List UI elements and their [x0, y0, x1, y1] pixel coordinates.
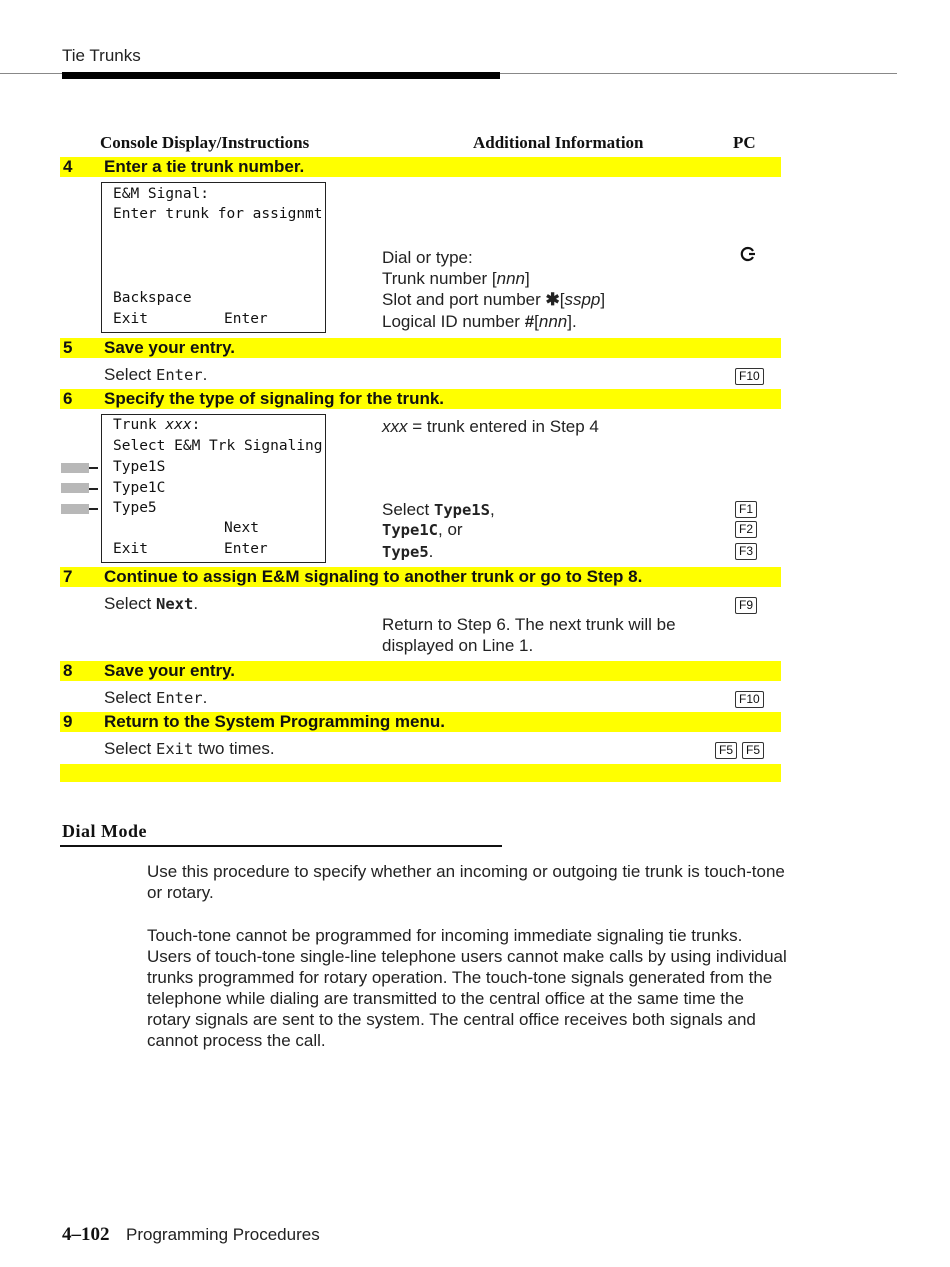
- paragraph-1: Use this procedure to specify whether an incoming or outgoing tie trunk is touch-tone or rotary.: [147, 862, 785, 902]
- header-bar: [62, 72, 500, 79]
- trunk-number-line: Trunk number [nnn]: [382, 269, 530, 288]
- f3-key: F3: [735, 542, 757, 560]
- section-title: Dial Mode: [62, 821, 147, 841]
- enter-softkey[interactable]: Enter: [224, 311, 268, 327]
- step-7-band: [60, 567, 781, 587]
- table-end-band: [60, 764, 781, 782]
- step-number: 4: [63, 157, 73, 176]
- step-8-band: [60, 661, 781, 681]
- console-display-trunk-entry: [101, 182, 326, 333]
- step-5-band: [60, 338, 781, 358]
- column-heading-pc: PC: [733, 133, 756, 152]
- type1c-option[interactable]: Type1C: [113, 480, 166, 496]
- exit-softkey[interactable]: Exit: [113, 311, 148, 327]
- page-number: 4–102: [62, 1224, 110, 1245]
- select-enter-instruction: Select Enter.: [104, 688, 208, 707]
- select-type5-line: Type5.: [382, 542, 434, 561]
- return-note-line-1: Return to Step 6. The next trunk will be: [382, 615, 676, 634]
- f5-key: F5: [742, 741, 764, 759]
- f2-key: F2: [735, 520, 757, 538]
- display-line-1: E&M Signal:: [113, 186, 210, 202]
- display-line-2: Enter trunk for assignmt: [113, 206, 323, 222]
- step-title: Enter a tie trunk number.: [104, 157, 305, 176]
- type1s-option[interactable]: Type1S: [113, 459, 166, 475]
- step-number: 8: [63, 661, 73, 680]
- xxx-note: xxx = trunk entered in Step 4: [382, 417, 599, 436]
- line-button-1[interactable]: [61, 463, 89, 473]
- section-rule: [60, 845, 502, 847]
- step-number: 6: [63, 389, 73, 408]
- f1-key: F1: [735, 500, 757, 518]
- select-type1s-line: Select Type1S,: [382, 500, 495, 519]
- step-6-band: [60, 389, 781, 409]
- step-number: 7: [63, 567, 73, 586]
- display-line-1: Trunk xxx:: [113, 417, 201, 433]
- column-heading-info: Additional Information: [473, 133, 644, 152]
- step-9-band: [60, 712, 781, 732]
- line-button-3[interactable]: [61, 504, 89, 514]
- select-exit-instruction: Select Exit two times.: [104, 739, 275, 758]
- running-header: Tie Trunks: [62, 46, 141, 65]
- display-line-2: Select E&M Trk Signaling: [113, 438, 323, 454]
- select-enter-instruction: Select Enter.: [104, 365, 208, 384]
- step-number: 9: [63, 712, 73, 731]
- step-title: Save your entry.: [104, 661, 236, 680]
- select-next-instruction: Select Next.: [104, 594, 199, 613]
- f5-key: F5: [715, 741, 737, 759]
- exit-softkey[interactable]: Exit: [113, 541, 148, 557]
- return-note-line-2: displayed on Line 1.: [382, 636, 534, 655]
- step-4-band: [60, 157, 781, 177]
- next-softkey[interactable]: Next: [224, 520, 259, 536]
- step-title: Specify the type of signaling for the trunk.: [104, 389, 445, 408]
- step-title: Save your entry.: [104, 338, 236, 357]
- pointer-line: [89, 488, 98, 490]
- logical-id-line: Logical ID number #[nnn].: [382, 312, 577, 331]
- f10-key: F10: [735, 367, 764, 385]
- f9-key: F9: [735, 596, 757, 614]
- dial-pad-icon: [740, 246, 756, 262]
- pointer-line: [89, 508, 98, 510]
- footer-title: Programming Procedures: [126, 1225, 320, 1244]
- f10-key: F10: [735, 690, 764, 708]
- type5-option[interactable]: Type5: [113, 500, 157, 516]
- line-button-2[interactable]: [61, 483, 89, 493]
- step-title: Return to the System Programming menu.: [104, 712, 445, 731]
- column-heading-console: Console Display/Instructions: [100, 133, 310, 152]
- dial-or-type-label: Dial or type:: [382, 248, 473, 267]
- slot-port-line: Slot and port number ✱[sspp]: [382, 290, 606, 309]
- step-title: Continue to assign E&M signaling to another trunk or go to Step 8.: [104, 567, 643, 586]
- enter-softkey[interactable]: Enter: [224, 541, 268, 557]
- paragraph-2: Touch-tone cannot be programmed for incoming immediate signaling tie trunks. Users of touch-tone single-line telephone users cannot make calls by using individual trunks programmed for rotary operation. The touch-tone signals generated from the telephone while dialing are transmitted to the central office at the same time the rotary signals are sent to the system. The central office receives both signals and cannot process the call.: [147, 926, 787, 1050]
- select-type1c-line: Type1C, or: [382, 520, 463, 539]
- pointer-line: [89, 467, 98, 469]
- step-number: 5: [63, 338, 73, 357]
- backspace-softkey[interactable]: Backspace: [113, 290, 192, 306]
- console-display-signaling: [101, 414, 326, 563]
